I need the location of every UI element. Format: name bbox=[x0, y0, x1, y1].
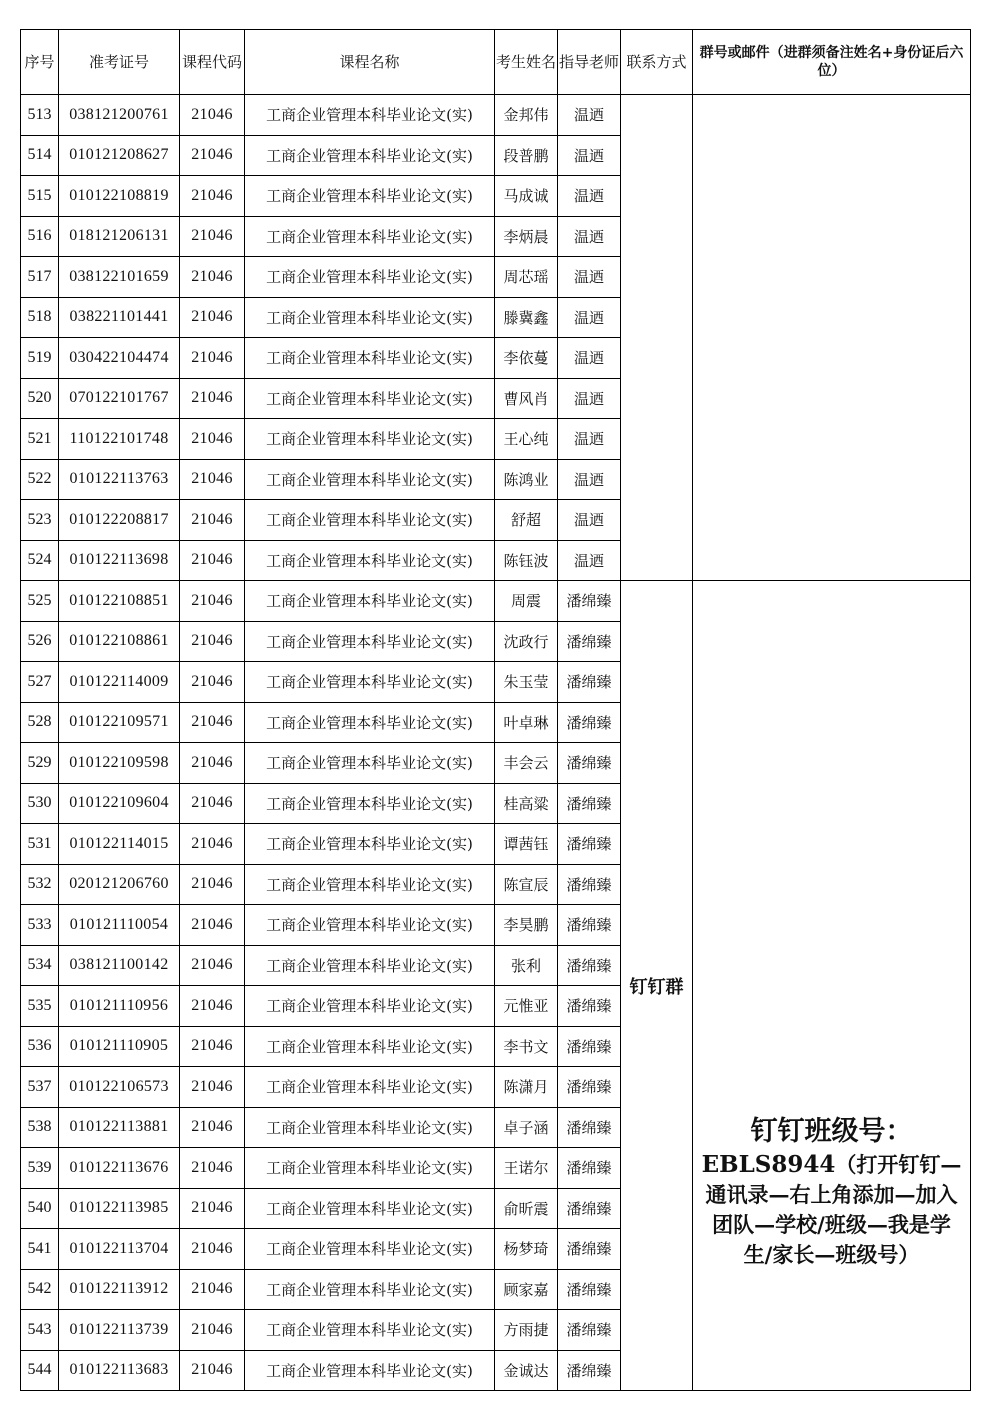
row-course-name: 工商企业管理本科毕业论文(实) bbox=[245, 1269, 495, 1310]
row-course-name: 工商企业管理本科毕业论文(实) bbox=[245, 95, 495, 136]
row-course-name: 工商企业管理本科毕业论文(实) bbox=[245, 135, 495, 176]
row-student-name: 陈潇月 bbox=[495, 1067, 558, 1108]
table-header-row bbox=[21, 30, 971, 95]
row-seq: 525 bbox=[21, 581, 59, 622]
row-teacher-name: 温迺 bbox=[558, 338, 621, 379]
header-course-name: 课程名称 bbox=[245, 30, 495, 95]
row-exam-no: 010122113881 bbox=[59, 1107, 180, 1148]
row-course-name: 工商企业管理本科毕业论文(实) bbox=[245, 459, 495, 500]
header-group: 群号或邮件（进群须备注姓名+身份证后六位） bbox=[693, 30, 971, 95]
row-course-name: 工商企业管理本科毕业论文(实) bbox=[245, 743, 495, 784]
row-exam-no: 010122113704 bbox=[59, 1229, 180, 1270]
row-teacher-name: 潘绵臻 bbox=[558, 1067, 621, 1108]
row-teacher-name: 潘绵臻 bbox=[558, 581, 621, 622]
row-teacher-name: 温迺 bbox=[558, 216, 621, 257]
row-seq: 544 bbox=[21, 1350, 59, 1391]
row-seq: 531 bbox=[21, 824, 59, 865]
row-exam-no: 018121206131 bbox=[59, 216, 180, 257]
row-course-code: 21046 bbox=[180, 702, 245, 743]
row-course-name: 工商企业管理本科毕业论文(实) bbox=[245, 905, 495, 946]
row-course-name: 工商企业管理本科毕业论文(实) bbox=[245, 662, 495, 703]
row-teacher-name: 潘绵臻 bbox=[558, 1229, 621, 1270]
row-exam-no: 010122109571 bbox=[59, 702, 180, 743]
row-course-name: 工商企业管理本科毕业论文(实) bbox=[245, 1188, 495, 1229]
row-exam-no: 010122113763 bbox=[59, 459, 180, 500]
row-teacher-name: 潘绵臻 bbox=[558, 621, 621, 662]
row-exam-no: 010121110054 bbox=[59, 905, 180, 946]
row-student-name: 陈鸿业 bbox=[495, 459, 558, 500]
row-exam-no: 010122113912 bbox=[59, 1269, 180, 1310]
row-exam-no: 010122108861 bbox=[59, 621, 180, 662]
row-exam-no: 010122109604 bbox=[59, 783, 180, 824]
row-seq: 530 bbox=[21, 783, 59, 824]
row-student-name: 陈宣辰 bbox=[495, 864, 558, 905]
row-seq: 524 bbox=[21, 540, 59, 581]
contact-method-cell: 钉钉群 bbox=[621, 581, 693, 1391]
row-course-name: 工商企业管理本科毕业论文(实) bbox=[245, 824, 495, 865]
row-course-name: 工商企业管理本科毕业论文(实) bbox=[245, 540, 495, 581]
row-student-name: 曹风肖 bbox=[495, 378, 558, 419]
row-course-code: 21046 bbox=[180, 945, 245, 986]
row-exam-no: 038221101441 bbox=[59, 297, 180, 338]
row-course-name: 工商企业管理本科毕业论文(实) bbox=[245, 216, 495, 257]
row-course-code: 21046 bbox=[180, 95, 245, 136]
row-seq: 537 bbox=[21, 1067, 59, 1108]
row-student-name: 谭茜钰 bbox=[495, 824, 558, 865]
row-teacher-name: 潘绵臻 bbox=[558, 1188, 621, 1229]
row-teacher-name: 潘绵臻 bbox=[558, 905, 621, 946]
row-course-code: 21046 bbox=[180, 1310, 245, 1351]
row-course-code: 21046 bbox=[180, 135, 245, 176]
row-exam-no: 010122113698 bbox=[59, 540, 180, 581]
row-teacher-name: 潘绵臻 bbox=[558, 945, 621, 986]
row-teacher-name: 潘绵臻 bbox=[558, 864, 621, 905]
row-course-code: 21046 bbox=[180, 297, 245, 338]
row-student-name: 卓子涵 bbox=[495, 1107, 558, 1148]
row-seq: 543 bbox=[21, 1310, 59, 1351]
row-seq: 523 bbox=[21, 500, 59, 541]
row-teacher-name: 温迺 bbox=[558, 378, 621, 419]
row-seq: 528 bbox=[21, 702, 59, 743]
row-course-name: 工商企业管理本科毕业论文(实) bbox=[245, 378, 495, 419]
row-course-name: 工商企业管理本科毕业论文(实) bbox=[245, 338, 495, 379]
row-course-code: 21046 bbox=[180, 905, 245, 946]
row-teacher-name: 潘绵臻 bbox=[558, 1148, 621, 1189]
row-course-code: 21046 bbox=[180, 419, 245, 460]
row-student-name: 金诚达 bbox=[495, 1350, 558, 1391]
row-teacher-name: 温迺 bbox=[558, 459, 621, 500]
row-teacher-name: 温迺 bbox=[558, 176, 621, 217]
row-course-code: 21046 bbox=[180, 743, 245, 784]
row-course-name: 工商企业管理本科毕业论文(实) bbox=[245, 419, 495, 460]
row-course-code: 21046 bbox=[180, 864, 245, 905]
row-course-code: 21046 bbox=[180, 216, 245, 257]
row-seq: 534 bbox=[21, 945, 59, 986]
row-seq: 532 bbox=[21, 864, 59, 905]
row-course-name: 工商企业管理本科毕业论文(实) bbox=[245, 581, 495, 622]
row-course-name: 工商企业管理本科毕业论文(实) bbox=[245, 1026, 495, 1067]
row-seq: 536 bbox=[21, 1026, 59, 1067]
row-seq: 521 bbox=[21, 419, 59, 460]
row-seq: 527 bbox=[21, 662, 59, 703]
row-exam-no: 038121200761 bbox=[59, 95, 180, 136]
row-seq: 515 bbox=[21, 176, 59, 217]
row-course-code: 21046 bbox=[180, 176, 245, 217]
row-student-name: 杨梦琦 bbox=[495, 1229, 558, 1270]
row-course-code: 21046 bbox=[180, 1148, 245, 1189]
row-seq: 541 bbox=[21, 1229, 59, 1270]
row-student-name: 沈政行 bbox=[495, 621, 558, 662]
row-course-name: 工商企业管理本科毕业论文(实) bbox=[245, 176, 495, 217]
header-student: 考生姓名 bbox=[495, 30, 558, 95]
row-course-code: 21046 bbox=[180, 500, 245, 541]
row-seq: 540 bbox=[21, 1188, 59, 1229]
row-exam-no: 020121206760 bbox=[59, 864, 180, 905]
row-course-name: 工商企业管理本科毕业论文(实) bbox=[245, 257, 495, 298]
row-course-name: 工商企业管理本科毕业论文(实) bbox=[245, 783, 495, 824]
row-exam-no: 010122108819 bbox=[59, 176, 180, 217]
row-student-name: 王诺尔 bbox=[495, 1148, 558, 1189]
row-exam-no: 010122113676 bbox=[59, 1148, 180, 1189]
row-student-name: 李书文 bbox=[495, 1026, 558, 1067]
row-seq: 542 bbox=[21, 1269, 59, 1310]
header-teacher: 指导老师 bbox=[558, 30, 621, 95]
row-exam-no: 030422104474 bbox=[59, 338, 180, 379]
row-seq: 517 bbox=[21, 257, 59, 298]
row-student-name: 陈钰波 bbox=[495, 540, 558, 581]
row-teacher-name: 温迺 bbox=[558, 500, 621, 541]
row-course-name: 工商企业管理本科毕业论文(实) bbox=[245, 1148, 495, 1189]
row-course-code: 21046 bbox=[180, 378, 245, 419]
row-seq: 519 bbox=[21, 338, 59, 379]
row-teacher-name: 温迺 bbox=[558, 540, 621, 581]
row-course-name: 工商企业管理本科毕业论文(实) bbox=[245, 945, 495, 986]
row-teacher-name: 潘绵臻 bbox=[558, 986, 621, 1027]
dingtalk-instructions bbox=[699, 1150, 964, 1270]
row-exam-no: 010121110956 bbox=[59, 986, 180, 1027]
contact-method-cell bbox=[621, 95, 693, 581]
row-exam-no: 010122114015 bbox=[59, 824, 180, 865]
row-course-code: 21046 bbox=[180, 1107, 245, 1148]
table-row bbox=[21, 95, 971, 136]
row-exam-no: 010122106573 bbox=[59, 1067, 180, 1108]
student-assignment-table bbox=[20, 29, 971, 1391]
row-teacher-name: 温迺 bbox=[558, 297, 621, 338]
row-course-code: 21046 bbox=[180, 1026, 245, 1067]
row-course-code: 21046 bbox=[180, 824, 245, 865]
row-exam-no: 038121100142 bbox=[59, 945, 180, 986]
group-info-cell bbox=[693, 581, 971, 1391]
row-student-name: 金邦伟 bbox=[495, 95, 558, 136]
row-teacher-name: 温迺 bbox=[558, 257, 621, 298]
row-course-code: 21046 bbox=[180, 338, 245, 379]
row-student-name: 方雨捷 bbox=[495, 1310, 558, 1351]
header-course-code: 课程代码 bbox=[180, 30, 245, 95]
row-exam-no: 010122109598 bbox=[59, 743, 180, 784]
row-course-code: 21046 bbox=[180, 621, 245, 662]
row-teacher-name: 潘绵臻 bbox=[558, 783, 621, 824]
row-seq: 533 bbox=[21, 905, 59, 946]
row-student-name: 顾家嘉 bbox=[495, 1269, 558, 1310]
row-exam-no: 010122113739 bbox=[59, 1310, 180, 1351]
row-student-name: 舒超 bbox=[495, 500, 558, 541]
row-seq: 535 bbox=[21, 986, 59, 1027]
row-teacher-name: 潘绵臻 bbox=[558, 662, 621, 703]
row-seq: 518 bbox=[21, 297, 59, 338]
row-seq: 516 bbox=[21, 216, 59, 257]
dingtalk-join-steps: （打开钉钉—通讯录—右上角添加—加入团队—学校/班级—我是学生/家长—班级号） bbox=[705, 1152, 962, 1267]
header-contact: 联系方式 bbox=[621, 30, 693, 95]
row-teacher-name: 温迺 bbox=[558, 95, 621, 136]
row-teacher-name: 潘绵臻 bbox=[558, 824, 621, 865]
row-course-code: 21046 bbox=[180, 1269, 245, 1310]
row-student-name: 俞昕震 bbox=[495, 1188, 558, 1229]
row-teacher-name: 潘绵臻 bbox=[558, 1310, 621, 1351]
row-student-name: 段普鹏 bbox=[495, 135, 558, 176]
row-exam-no: 010122113985 bbox=[59, 1188, 180, 1229]
row-course-code: 21046 bbox=[180, 1229, 245, 1270]
row-course-name: 工商企业管理本科毕业论文(实) bbox=[245, 986, 495, 1027]
row-exam-no: 010122108851 bbox=[59, 581, 180, 622]
row-student-name: 叶卓琳 bbox=[495, 702, 558, 743]
row-seq: 513 bbox=[21, 95, 59, 136]
dingtalk-class-title: 钉钉班级号： bbox=[750, 1116, 913, 1147]
table-row bbox=[21, 581, 971, 622]
row-course-name: 工商企业管理本科毕业论文(实) bbox=[245, 1067, 495, 1108]
row-seq: 529 bbox=[21, 743, 59, 784]
row-student-name: 滕冀鑫 bbox=[495, 297, 558, 338]
row-student-name: 李昊鹏 bbox=[495, 905, 558, 946]
row-student-name: 丰会云 bbox=[495, 743, 558, 784]
row-student-name: 马成诚 bbox=[495, 176, 558, 217]
row-course-code: 21046 bbox=[180, 1188, 245, 1229]
row-course-name: 工商企业管理本科毕业论文(实) bbox=[245, 702, 495, 743]
row-student-name: 李炳晨 bbox=[495, 216, 558, 257]
row-seq: 539 bbox=[21, 1148, 59, 1189]
row-student-name: 张利 bbox=[495, 945, 558, 986]
row-exam-no: 038122101659 bbox=[59, 257, 180, 298]
row-teacher-name: 潘绵臻 bbox=[558, 1350, 621, 1391]
row-course-code: 21046 bbox=[180, 1067, 245, 1108]
row-course-name: 工商企业管理本科毕业论文(实) bbox=[245, 297, 495, 338]
row-course-code: 21046 bbox=[180, 459, 245, 500]
row-teacher-name: 温迺 bbox=[558, 135, 621, 176]
row-course-code: 21046 bbox=[180, 783, 245, 824]
row-course-code: 21046 bbox=[180, 581, 245, 622]
row-teacher-name: 潘绵臻 bbox=[558, 702, 621, 743]
row-course-name: 工商企业管理本科毕业论文(实) bbox=[245, 1350, 495, 1391]
row-student-name: 李依蔓 bbox=[495, 338, 558, 379]
row-exam-no: 110122101748 bbox=[59, 419, 180, 460]
row-seq: 520 bbox=[21, 378, 59, 419]
row-exam-no: 010122113683 bbox=[59, 1350, 180, 1391]
row-teacher-name: 潘绵臻 bbox=[558, 1269, 621, 1310]
row-course-code: 21046 bbox=[180, 540, 245, 581]
row-student-name: 周芯瑶 bbox=[495, 257, 558, 298]
row-teacher-name: 潘绵臻 bbox=[558, 1026, 621, 1067]
row-exam-no: 010122114009 bbox=[59, 662, 180, 703]
row-course-code: 21046 bbox=[180, 1350, 245, 1391]
table-body bbox=[21, 95, 971, 1391]
row-course-name: 工商企业管理本科毕业论文(实) bbox=[245, 1107, 495, 1148]
header-exam-no: 准考证号 bbox=[59, 30, 180, 95]
row-exam-no: 070122101767 bbox=[59, 378, 180, 419]
row-course-name: 工商企业管理本科毕业论文(实) bbox=[245, 864, 495, 905]
row-course-name: 工商企业管理本科毕业论文(实) bbox=[245, 500, 495, 541]
row-student-name: 桂高粱 bbox=[495, 783, 558, 824]
row-seq: 522 bbox=[21, 459, 59, 500]
row-exam-no: 010121208627 bbox=[59, 135, 180, 176]
row-course-name: 工商企业管理本科毕业论文(实) bbox=[245, 621, 495, 662]
row-exam-no: 010121110905 bbox=[59, 1026, 180, 1067]
group-info-cell bbox=[693, 95, 971, 581]
row-student-name: 周震 bbox=[495, 581, 558, 622]
row-student-name: 王心纯 bbox=[495, 419, 558, 460]
student-assignment-table-sheet bbox=[20, 29, 970, 1392]
header-seq: 序号 bbox=[21, 30, 59, 95]
row-seq: 514 bbox=[21, 135, 59, 176]
row-teacher-name: 温迺 bbox=[558, 419, 621, 460]
row-exam-no: 010122208817 bbox=[59, 500, 180, 541]
row-course-code: 21046 bbox=[180, 986, 245, 1027]
row-course-name: 工商企业管理本科毕业论文(实) bbox=[245, 1229, 495, 1270]
row-teacher-name: 潘绵臻 bbox=[558, 743, 621, 784]
row-student-name: 元惟亚 bbox=[495, 986, 558, 1027]
row-teacher-name: 潘绵臻 bbox=[558, 1107, 621, 1148]
row-course-code: 21046 bbox=[180, 662, 245, 703]
row-seq: 538 bbox=[21, 1107, 59, 1148]
row-student-name: 朱玉莹 bbox=[495, 662, 558, 703]
row-course-code: 21046 bbox=[180, 257, 245, 298]
dingtalk-class-code: EBLS8944 bbox=[701, 1151, 836, 1178]
row-seq: 526 bbox=[21, 621, 59, 662]
row-course-name: 工商企业管理本科毕业论文(实) bbox=[245, 1310, 495, 1351]
